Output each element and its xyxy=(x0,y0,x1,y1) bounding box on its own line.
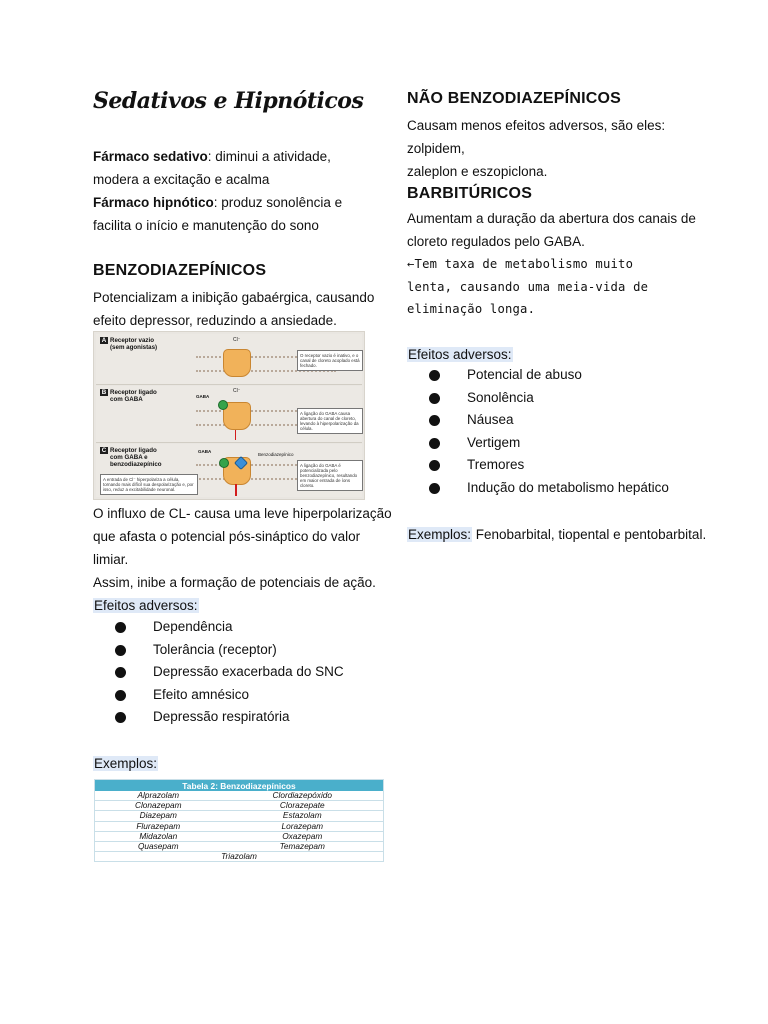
barb-line-1: Aumentam a duração da abertura dos canais de xyxy=(407,211,696,226)
list-item xyxy=(93,639,383,662)
table-row xyxy=(95,842,384,852)
barbituricos-description xyxy=(407,207,707,253)
benzo-description xyxy=(93,286,383,332)
benzo-label-c: Benzodiazepínico xyxy=(258,452,294,457)
table-row xyxy=(95,852,384,862)
bullet-icon xyxy=(115,645,126,656)
exemplos-text-right: Fenobarbital, tiopental e pentobarbital. xyxy=(472,527,707,542)
list-item-text: Tremores xyxy=(467,457,525,473)
benzo-line-1: Potencializam a inibição gabaérgica, causando xyxy=(93,290,375,305)
table-title: Tabela 2: Benzodiazepínicos xyxy=(95,780,384,792)
cl-label-b: Cl⁻ xyxy=(233,388,241,394)
list-item xyxy=(407,387,707,410)
table-cell: Flurazepam xyxy=(95,821,222,831)
bullet-icon xyxy=(429,393,440,404)
efeitos-heading-right: Efeitos adversos: xyxy=(408,347,512,362)
bullet-icon xyxy=(429,438,440,449)
hipnotico-text-2: facilita o início e manutenção do sono xyxy=(93,218,319,233)
nao-benzo-heading: NÃO BENZODIAZEPÍNICOS xyxy=(407,90,621,107)
table-row xyxy=(95,811,384,821)
list-item xyxy=(93,616,383,639)
cl-label-a: Cl⁻ xyxy=(233,337,241,343)
barb-note-line-1: ←Tem taxa de metabolismo muito xyxy=(407,257,634,271)
list-item-text: Tolerância (receptor) xyxy=(153,641,277,657)
table-cell: Clordiazepóxido xyxy=(222,791,384,801)
table-cell: Clorazepate xyxy=(222,801,384,811)
gaba-label-c: GABA xyxy=(198,449,212,454)
list-item xyxy=(407,409,707,432)
bullet-icon xyxy=(115,667,126,678)
table-cell: Clonazepam xyxy=(95,801,222,811)
table-row xyxy=(95,821,384,831)
receptor-channel-a xyxy=(223,349,251,377)
gaba-label-b: GABA xyxy=(196,394,210,399)
panel-a-label: A Receptor vazio (sem agonistas) xyxy=(101,337,158,351)
table-cell: Diazepam xyxy=(95,811,222,821)
sedativo-text-2: modera a excitação e acalma xyxy=(93,172,270,187)
sedativo-term: Fármaco sedativo xyxy=(93,149,208,164)
table-cell: Triazolam xyxy=(221,851,257,862)
cl-flow-arrow-c xyxy=(235,484,237,496)
bullet-icon xyxy=(115,690,126,701)
table-cell: Oxazepam xyxy=(222,831,384,841)
list-item xyxy=(407,454,707,477)
list-item xyxy=(407,432,707,455)
influxo-line-3: Assim, inibe a formação de potenciais de ação. xyxy=(93,575,376,590)
efeitos-heading-left: Efeitos adversos: xyxy=(94,598,198,613)
exemplos-right xyxy=(407,523,707,546)
list-item xyxy=(407,364,707,387)
list-item xyxy=(93,684,383,707)
efeitos-list-right xyxy=(407,364,707,500)
list-item-text: Potencial de abuso xyxy=(467,367,582,382)
bullet-icon xyxy=(115,622,126,633)
bullet-icon xyxy=(429,483,440,494)
list-item-text: Efeito amnésico xyxy=(153,686,250,702)
table-cell: Midazolan xyxy=(95,831,222,841)
barb-note-line-3: eliminação longa. xyxy=(407,302,536,316)
list-item xyxy=(93,706,383,729)
influxo-line-2: que afasta o potencial pós-sináptico do valor limiar. xyxy=(93,529,361,567)
efeitos-list-left xyxy=(93,616,383,729)
table-cell: Quasepam xyxy=(95,842,222,852)
list-item-text: Náusea xyxy=(467,412,514,428)
list-item-text: Vertigem xyxy=(467,434,521,450)
figure-panel-b xyxy=(96,386,362,443)
list-item-text: Indução do metabolismo hepático xyxy=(467,479,669,495)
list-item-text: Depressão exacerbada do SNC xyxy=(153,664,344,680)
panel-a-note: O receptor vazio é inativo, e o canal de cloreto acoplado está fechado. xyxy=(297,350,363,371)
figure-panel-c xyxy=(96,444,362,497)
table-cell: Alprazolam xyxy=(95,791,222,801)
bullet-icon xyxy=(429,415,440,426)
influxo-paragraph xyxy=(93,502,393,594)
panel-c-label: C Receptor ligado com GABA e benzodiazepínico xyxy=(101,447,162,468)
benzodiazepinicos-table xyxy=(94,779,384,862)
benzo-heading: BENZODIAZEPÍNICOS xyxy=(93,262,267,279)
panel-c-bottom-note: A entrada de Cl⁻ hiperpolariza a célula, tornando mais difícil sua despolarização e, por isso, reduz a excitabilidade neuronal. xyxy=(100,474,198,495)
table-row xyxy=(95,831,384,841)
list-item xyxy=(93,661,383,684)
benzo-line-2: efeito depressor, reduzindo a ansiedade. xyxy=(93,313,337,328)
barb-line-2: cloreto regulados pelo GABA. xyxy=(407,234,585,249)
exemplos-label-right: Exemplos: xyxy=(408,527,472,542)
barbituricos-heading: BARBITÚRICOS xyxy=(407,185,533,202)
influxo-line-1: O influxo de CL- causa uma leve hiperpolarização xyxy=(93,506,392,521)
list-item-text: Depressão respiratória xyxy=(153,709,290,725)
hipnotico-term: Fármaco hipnótico xyxy=(93,195,214,210)
bullet-icon xyxy=(429,460,440,471)
list-item xyxy=(407,477,707,500)
table-row xyxy=(95,801,384,811)
sedativo-definition xyxy=(93,145,383,237)
sedativo-text: : diminui a atividade, xyxy=(207,149,331,164)
gaba-molecule-c xyxy=(219,458,229,468)
list-item-text: Sonolência xyxy=(467,389,534,405)
panel-b-note: A ligação do GABA causa abertura do canal de cloreto, levando à hiperpolarização da célula. xyxy=(297,408,363,434)
table-cell: Estazolam xyxy=(222,811,384,821)
panel-c-note: A ligação do GABA é potencializada pelo benzodiazepínico, resultando em maior entrada de íons cloreto. xyxy=(297,460,363,491)
exemplos-heading-left: Exemplos: xyxy=(94,756,158,771)
table-cell: Lorazepam xyxy=(222,821,384,831)
barb-note-line-2: lenta, causando uma meia-vida de xyxy=(407,279,649,294)
nao-benzo-description xyxy=(407,114,707,183)
cl-flow-arrow-b xyxy=(235,430,236,440)
list-item-text: Dependência xyxy=(153,619,233,634)
gaba-molecule-b xyxy=(218,400,228,410)
nao-benzo-line-2: zaleplon e eszopiclona. xyxy=(407,164,548,179)
panel-b-label: B Receptor ligado com GABA xyxy=(101,389,157,403)
nao-benzo-line-1: Causam menos efeitos adversos, são eles: zolpidem, xyxy=(407,118,666,156)
bullet-icon xyxy=(115,712,126,723)
table-cell: Temazepam xyxy=(222,842,384,852)
hipnotico-text: : produz sonolência e xyxy=(213,195,343,210)
bullet-icon xyxy=(429,370,440,381)
gaba-receptor-figure xyxy=(93,331,365,500)
figure-panel-a xyxy=(96,334,362,385)
barbituricos-note xyxy=(407,253,707,321)
page-title: Sedativos e Hipnóticos xyxy=(93,88,364,114)
